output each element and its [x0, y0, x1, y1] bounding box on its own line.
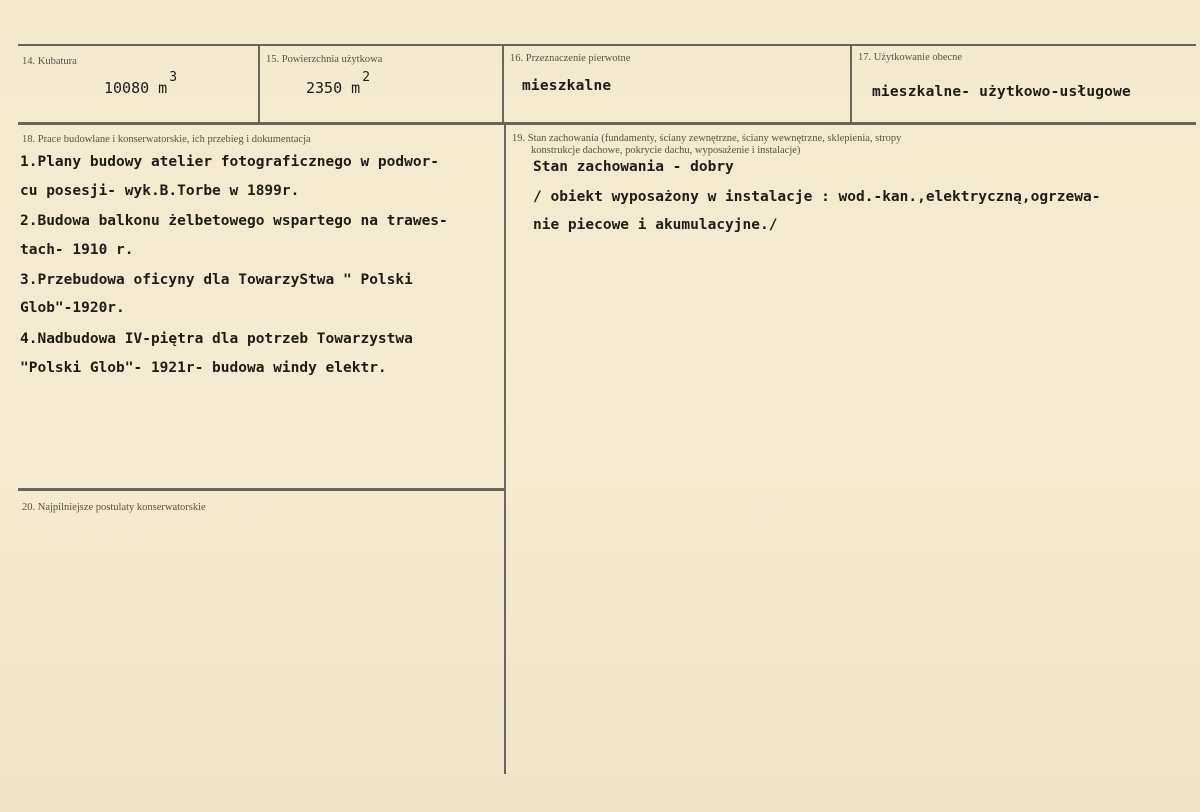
field-19-label-line-2: konstrukcje dachowe, pokrycie dachu, wyposażenie i instalacje): [531, 145, 801, 156]
field-15-label: 15. Powierzchnia użytkowa: [266, 54, 383, 65]
field-19-label-line-1: 19. Stan zachowania (fundamenty, ściany zewnętrzne, ściany wewnętrzne, sklepienia, stropy: [512, 133, 902, 144]
field-19-line-3: nie piecowe i akumulacyjne./: [533, 217, 778, 233]
field-18-line-4: tach- 1910 r.: [20, 242, 134, 258]
field-18-line-2: cu posesji- wyk.B.Torbe w 1899r.: [20, 183, 300, 199]
field-15-value: [306, 70, 371, 97]
field-16-value: mieszkalne: [522, 78, 612, 94]
field-14-value: [104, 70, 178, 97]
field-18-label: 18. Prace budowlane i konserwatorskie, ich przebieg i dokumentacja: [22, 134, 311, 145]
field-20-label: 20. Najpilniejsze postulaty konserwatorskie: [22, 502, 206, 513]
field-18-line-3: 2.Budowa balkonu żelbetowego wspartego na trawes-: [20, 213, 448, 229]
field-15-number: 2350 m: [306, 79, 361, 97]
field-15-exponent: 2: [362, 70, 371, 85]
field-18-line-7: 4.Nadbudowa IV-piętra dla potrzeb Towarzystwa: [20, 331, 413, 347]
divider-main: [504, 124, 506, 774]
divider-15-16: [502, 45, 504, 123]
field-14-exponent: 3: [169, 70, 178, 85]
field-17-label: 17. Użytkowanie obecne: [858, 52, 963, 63]
field-14-label: 14. Kubatura: [22, 56, 77, 67]
top-rule: [18, 44, 1196, 46]
field-18-line-6: Glob"-1920r.: [20, 300, 125, 316]
field-18-line-8: "Polski Glob"- 1921r- budowa windy elektr.: [20, 360, 387, 376]
field-19-line-1: Stan zachowania - dobry: [533, 159, 734, 175]
divider-14-15: [258, 45, 260, 123]
field-16-label: 16. Przeznaczenie pierwotne: [510, 53, 631, 64]
field-17-value: mieszkalne- użytkowo-usługowe: [872, 84, 1131, 100]
field-19-line-2: / obiekt wyposażony w instalacje : wod.-kan.,elektryczną,ogrzewa-: [533, 189, 1101, 205]
divider-16-17: [850, 45, 852, 123]
field-18-line-1: 1.Plany budowy atelier fotograficznego w podwor-: [20, 154, 440, 170]
row2-bottom-rule: [18, 488, 504, 491]
field-18-line-5: 3.Przebudowa oficyny dla TowarzyStwa " Polski: [20, 272, 413, 288]
row1-bottom-rule: [18, 122, 1196, 125]
field-14-number: 10080 m: [104, 79, 168, 97]
